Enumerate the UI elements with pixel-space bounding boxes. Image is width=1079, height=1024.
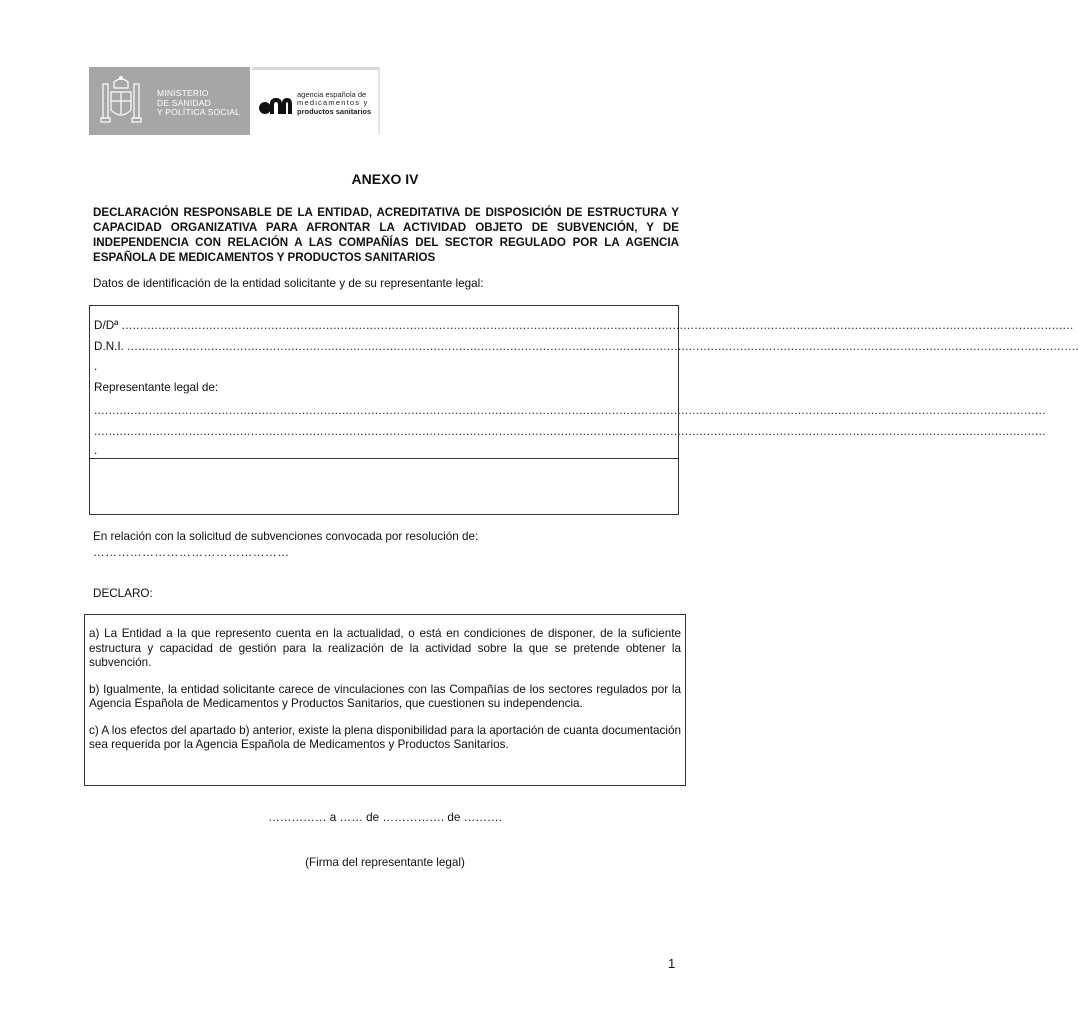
representative-label: Representante legal de: [94,381,219,394]
resolution-field[interactable]: ………………………………………… [93,546,290,559]
name-field[interactable] [94,318,1074,333]
declaration-c: c) A los efectos del apartado b) anterior, existe la plena disponibilidad para la aportación de cuanta documentación sea requerida por la Agencia Española de Medicamentos y Productos Sanitarios. [89,723,681,751]
page-number: 1 [668,956,676,971]
representative-dots-1: ..................................................................................................................................................................................................................................................................... [94,404,1046,417]
dd-label: D/Dª [94,319,119,332]
declaro-label: DECLARO: [93,587,153,600]
ministry-logo [89,67,250,135]
representative-line-end: . [94,444,98,457]
identification-box [89,305,1079,515]
dni-field[interactable] [94,339,1079,354]
identification-label: Datos de identificación de la entidad solicitante y de su representante legal: [93,277,484,290]
declaration-a: a) La Entidad a la que represento cuenta en la actualidad, o está en condiciones de disponer, de la suficiente estructura y capacidad de gestión para la realización de la actividad sobre la que se pretende obtener la subvención. [89,627,681,669]
dni-dots: ..................................................................................................................................................................................................................................................................... [127,340,1079,353]
declarations-box [84,614,686,786]
dni-line-end: . [94,360,98,373]
representative-dots-2: ..................................................................................................................................................................................................................................................................... [94,425,1046,438]
ministry-logo-text: MINISTERIO DE SANIDAD Y POLÍTICA SOCIAL [157,88,241,117]
box-divider [90,458,678,459]
representative-field-2[interactable] [94,424,1046,439]
agency-logo-text: agencia española de medicamentos y productos sanitarios [297,90,372,116]
representative-field-1[interactable] [94,403,1046,418]
name-dots: ..................................................................................................................................................................................................................................................................... [121,319,1074,332]
aemps-logo-icon [258,92,294,118]
agency-logo [252,67,380,135]
date-place-line[interactable]: …………… a …… de ……………. de ………. [268,811,502,824]
signature-label: (Firma del representante legal) [305,856,465,869]
declaration-b: b) Igualmente, la entidad solicitante carece de vinculaciones con las Compañías de los sectores regulados por la Agencia Española de Medicamentos y Productos Sanitarios, que cuestionen su independencia. [89,682,681,710]
dni-label: D.N.I. [94,340,124,353]
declaration-heading: DECLARACIÓN RESPONSABLE DE LA ENTIDAD, ACREDITATIVA DE DISPOSICIÓN DE ESTRUCTURA Y CAPACIDAD ORGANIZATIVA PARA AFRONTAR LA ACTIVIDAD OBJETO DE SUBVENCIÓN, Y DE INDEPENDENCIA CON RELACIÓN A LAS COMPAÑÍAS DEL SECTOR REGULADO POR LA AGENCIA ESPAÑOLA DE MEDICAMENTOS Y PRODUCTOS SANITARIOS [93,206,679,264]
solicitud-text: En relación con la solicitud de subvenciones convocada por resolución de: [93,530,479,543]
coat-of-arms-icon [99,74,143,128]
annex-title: ANEXO IV [351,171,419,187]
